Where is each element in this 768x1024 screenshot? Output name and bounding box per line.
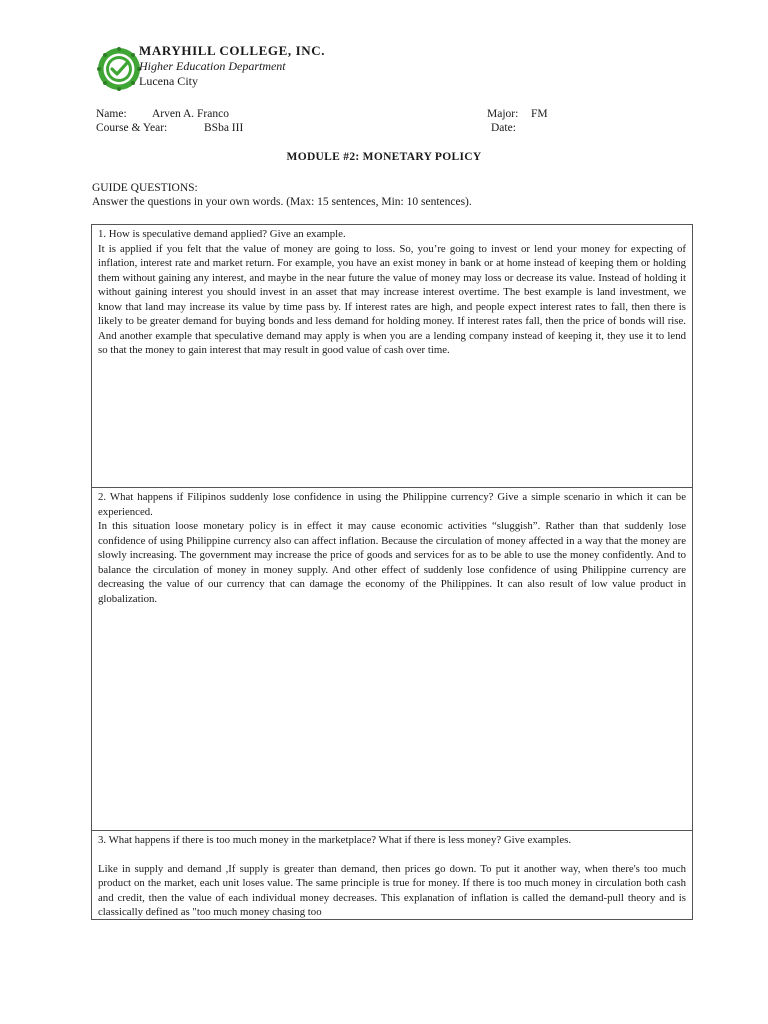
- answer-2: In this situation loose monetary policy is in effect it may cause economic activities “sluggish”. Rather than that suddenly lose confidence of using Philippine currency also can affect inflation. Because the circulation of money affected in a way that the money are slowly increasing. The government may increase the price of goods and services for as to be able to use the money confidently. And to balance the circulation of money in money supply. And other effect of suddenly lose confidence of using Philippine currency are decreasing the value of our currency that can damage the economy of the Philippines. It can also result of low value product in globalization.: [98, 520, 686, 605]
- school-name: MARYHILL COLLEGE, INC.: [139, 43, 326, 58]
- answer-1: It is applied if you felt that the value of money are going to loss. So, you’re going to invest or lend your money for expecting of inflation, interest rate and market return. For example, you have an exist money in bank or at home instead of keeping them or holding them without gaining any interest, and maybe in the near future the value of money may loss or decrease its value. Instead of holding it without gaining interest you should invest in an asset that may increase interest overtime. The best example is land investment, we know that land may increase its value by time pass by. If interest rates are high, and people expect interest rates to fall, then there is likely to be greater demand for buying bonds and less demand for holding money. If interest rates fall, then the price of bonds will rise. And another example that speculative demand may apply is when you are a lending company instead of keeping it, they use it to lend so that the money to gain interest that may result in good value of cash over time.: [98, 242, 686, 356]
- answer-3: Like in supply and demand ,If supply is greater than demand, then prices go down. To put it another way, when there's too much product on the market, each unit loses value. The same principle is true for money. If there is too much money in circulation both cash and credit, then the value of each individual money decreases. This explanation of inflation is called the demand-pull theory and is classically defined as "too much money chasing too: [98, 862, 686, 918]
- school-header: [96, 42, 396, 94]
- qa-cell-3: [92, 830, 692, 919]
- name-value: Arven A. Franco: [152, 108, 229, 120]
- qa-table: [91, 224, 693, 920]
- course-label: Course & Year:: [96, 122, 168, 134]
- question-2: 2. What happens if Filipinos suddenly lose confidence in using the Philippine currency? Give a simple scenario in which it can be experienced.: [98, 491, 686, 518]
- module-title: MODULE #2: MONETARY POLICY: [286, 151, 482, 163]
- qa-cell-1: [92, 225, 692, 487]
- course-value: BSba III: [204, 122, 244, 134]
- guide-instruction: Answer the questions in your own words. (Max: 15 sentences, Min: 10 sentences).: [92, 196, 472, 208]
- guide-heading: GUIDE QUESTIONS:: [92, 182, 198, 194]
- question-1: 1. How is speculative demand applied? Give an example.: [98, 228, 346, 240]
- city-name: Lucena City: [139, 74, 198, 88]
- guide-section: [92, 181, 472, 209]
- college-seal-icon: [96, 46, 142, 92]
- major-value: FM: [531, 108, 548, 120]
- qa-cell-2: [92, 487, 692, 830]
- major-label: Major:: [487, 108, 519, 120]
- department-name: Higher Education Department: [139, 59, 286, 73]
- name-label: Name:: [96, 108, 127, 120]
- date-label: Date:: [491, 122, 516, 134]
- question-3: 3. What happens if there is too much money in the marketplace? What if there is less money? Give examples.: [98, 834, 572, 846]
